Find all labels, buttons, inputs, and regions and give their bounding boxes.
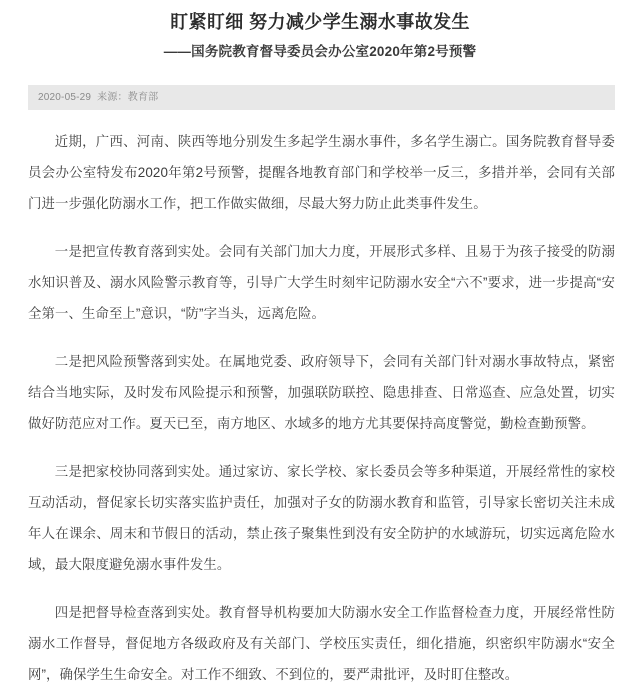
article-meta-bar (28, 85, 615, 110)
article-paragraph: 三是把家校协同落到实处。通过家访、家长学校、家长委员会等多种渠道，开展经常性的家校互动活动，督促家长切实落实监护责任，加强对子女的防溺水教育和监管，引导家长密切关注未成年人在课余、周末和节假日的活动，禁止孩子聚集性到没有安全防护的水域游玩，切实远离危险水域，最大限度避免溺水事件发生。 (28, 464, 615, 572)
page-title: 盯紧盯细 努力减少学生溺水事故发生 (170, 12, 470, 32)
article-paragraph: 四是把督导检查落到实处。教育督导机构要加大防溺水安全工作监督检查力度，开展经常性防溺水工作督导，督促地方各级政府及有关部门、学校压实责任，细化措施，织密织牢防溺水“安全网”，确保学生生命安全。对工作不细致、不到位的，要严肃批评，及时盯住整改。 (28, 605, 615, 682)
article-source: 来源：教育部 (97, 91, 159, 103)
article-subtitle: ——国务院教育督导委员会办公室2020年第2号预警 (163, 44, 477, 59)
article-paragraph: 近期，广西、河南、陕西等地分别发生多起学生溺水事件，多名学生溺亡。国务院教育督导委员会办公室特发布2020年第2号预警，提醒各地教育部门和学校举一反三，多措并举，会同有关部门进一步强化防溺水工作，把工作做实做细，尽最大努力防止此类事件发生。 (28, 134, 615, 211)
article-header (0, 0, 640, 63)
article-body (28, 126, 615, 690)
article-paragraph: 一是把宣传教育落到实处。会同有关部门加大力度，开展形式多样、且易于为孩子接受的防溺水知识普及、溺水风险警示教育等，引导广大学生时刻牢记防溺水安全“六不”要求，进一步提高“安全第一、生命至上”意识，“防”字当头，远离危险。 (28, 244, 615, 321)
publish-date: 2020-05-29 (38, 91, 92, 103)
article-paragraph: 二是把风险预警落到实处。在属地党委、政府领导下，会同有关部门针对溺水事故特点，紧密结合当地实际，及时发布风险提示和预警，加强联防联控、隐患排查、日常巡查、应急处置，切实做好防范应对工作。夏天已至，南方地区、水域多的地方尤其要保持高度警觉，勤检查勤预警。 (28, 354, 615, 431)
